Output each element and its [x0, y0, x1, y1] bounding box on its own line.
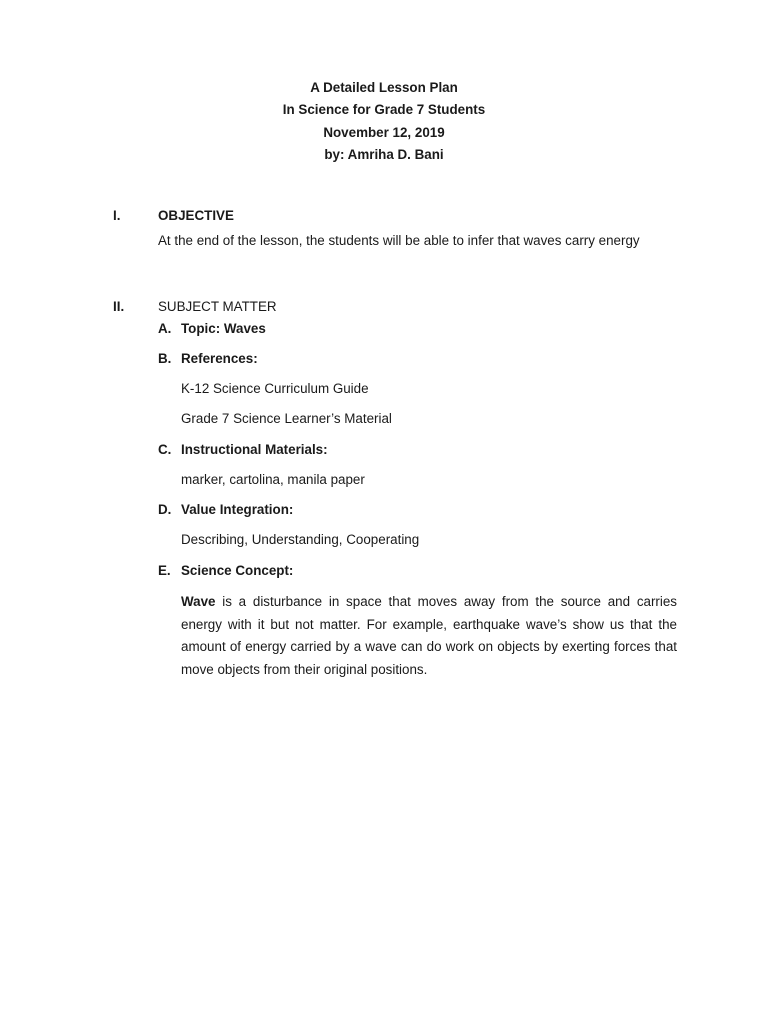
concept-letter: E. [158, 563, 171, 578]
section-1-number: I. [113, 208, 121, 223]
concept-paragraph [181, 591, 677, 681]
topic-label: Topic: Waves [181, 321, 266, 336]
materials-label: Instructional Materials: [181, 442, 328, 457]
references-letter: B. [158, 351, 172, 366]
reference-item: Grade 7 Science Learner’s Material [181, 411, 392, 426]
materials-letter: C. [158, 442, 172, 457]
topic-letter: A. [158, 321, 172, 336]
document-subtitle: In Science for Grade 7 Students [282, 102, 486, 118]
values-label: Value Integration: [181, 502, 294, 517]
concept-label: Science Concept: [181, 563, 294, 578]
section-1-title: OBJECTIVE [158, 208, 234, 223]
document-date: November 12, 2019 [323, 124, 445, 140]
concept-term: Wave [181, 594, 216, 609]
document-author: by: Amriha D. Bani [324, 146, 444, 162]
values-letter: D. [158, 502, 172, 517]
materials-text: marker, cartolina, manila paper [181, 472, 365, 487]
reference-item: K-12 Science Curriculum Guide [181, 381, 369, 396]
references-label: References: [181, 351, 258, 366]
section-2-number: II. [113, 299, 125, 314]
document-title: A Detailed Lesson Plan [310, 80, 458, 95]
section-2-title: SUBJECT MATTER [158, 299, 277, 314]
document-header [0, 77, 768, 166]
concept-text: is a disturbance in space that moves away from the source and carries energy with it but not matter. For example, earthquake wave’s show us that the amount of energy carried by a wave can do work on objects by exerting forces that move objects from their original positions. [181, 594, 677, 677]
values-text: Describing, Understanding, Cooperating [181, 532, 420, 547]
objective-text: At the end of the lesson, the students will be able to infer that waves carry energy [158, 233, 640, 248]
